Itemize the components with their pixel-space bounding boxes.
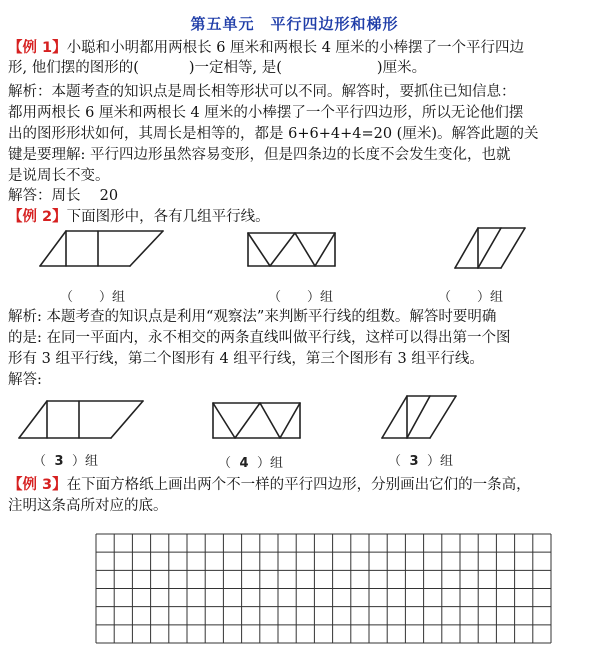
ex1-analysis-5: 是说周长不变。 xyxy=(8,168,110,184)
ex3-question-text1: 在下面方格纸上画出两个不一样的平行四边形，分别画出它们的一条高， xyxy=(66,477,531,493)
ex2-answer-figure-3 xyxy=(380,392,460,442)
ex3-tag: 【例 3】 xyxy=(8,477,67,493)
ex2-figure-3 xyxy=(453,224,528,272)
ex2-tag: 【例 2】 xyxy=(8,209,67,225)
ex1-question-text1: 小聪和小明都用两根长 6 厘米和两根长 4 厘米的小棒摆了一个平行四边 xyxy=(66,40,525,56)
ex2-figure-1 xyxy=(38,226,168,271)
ex3-question-line2: 注明这条高所对应的底。 xyxy=(8,498,168,514)
ex2-answer-2: 4 xyxy=(239,456,249,471)
ex2-answer-figure-1 xyxy=(17,395,147,443)
page-title: 第五单元 平行四边形和梯形 xyxy=(190,15,399,33)
ex1-analysis-1: 解析：本题考查的知识点是周长相等形状可以不同。解答时，要抓住已知信息： xyxy=(8,84,516,100)
ex3-question-line1 xyxy=(8,475,583,495)
ex1-question-part-a: 形, 他们摆的图形的( xyxy=(8,60,139,76)
ex2-analysis-2: 的是: 在同一平面内，永不相交的两条直线叫做平行线，这样可以得出第一个图 xyxy=(8,330,511,346)
ex1-question-part-b: )一定相等, 是( xyxy=(188,60,282,76)
ex1-analysis-3: 出的图形形状如何，其周长是相等的，都是 6+6+4+4=20 (厘米)。解答此题的关 xyxy=(8,126,539,142)
grid-lines xyxy=(95,533,552,644)
ex2-figure-2 xyxy=(245,228,340,273)
ex2-answer-figure-2 xyxy=(210,398,305,443)
ex1-question-line1 xyxy=(8,38,583,58)
ex2-answer-1: 3 xyxy=(54,454,64,469)
ex2-blank-1: （ ）组 xyxy=(60,290,126,305)
ex2-question-text: 下面图形中，各有几组平行线。 xyxy=(66,209,270,225)
ex1-analysis-4: 键是要理解: 平行四边形虽然容易变形，但是四条边的长度不会发生变化，也就 xyxy=(8,147,511,163)
ex1-tag: 【例 1】 xyxy=(8,40,67,56)
ex2-analysis-1: 解析: 本题考查的知识点是利用“观察法”来判断平行线的组数。解答时要明确 xyxy=(8,309,497,325)
ex1-question-line2 xyxy=(8,58,583,78)
ex1-analysis-2: 都用两根长 6 厘米和两根长 4 厘米的小棒摆了一个平行四边形，所以无论他们摆 xyxy=(8,105,524,121)
grid-paper[interactable] xyxy=(95,533,552,648)
ex1-question-part-c: )厘米。 xyxy=(376,60,427,76)
ex2-blank-3: （ ）组 xyxy=(438,290,504,305)
ex2-blank-2: （ ）组 xyxy=(268,290,334,305)
ex2-answer-blank-1: （ 3 ）组 xyxy=(33,454,99,469)
ex1-answer: 解答：周长 20 xyxy=(8,188,119,204)
ex2-answer-blank-3: （ 3 ）组 xyxy=(388,454,454,469)
ex2-answer-3: 3 xyxy=(409,454,419,469)
ex2-answer-label: 解答: xyxy=(8,372,42,388)
ex2-answer-blank-2: （ 4 ）组 xyxy=(218,456,284,471)
ex2-analysis-3: 形有 3 组平行线，第二个图形有 4 组平行线，第三个图形有 3 组平行线。 xyxy=(8,351,484,367)
